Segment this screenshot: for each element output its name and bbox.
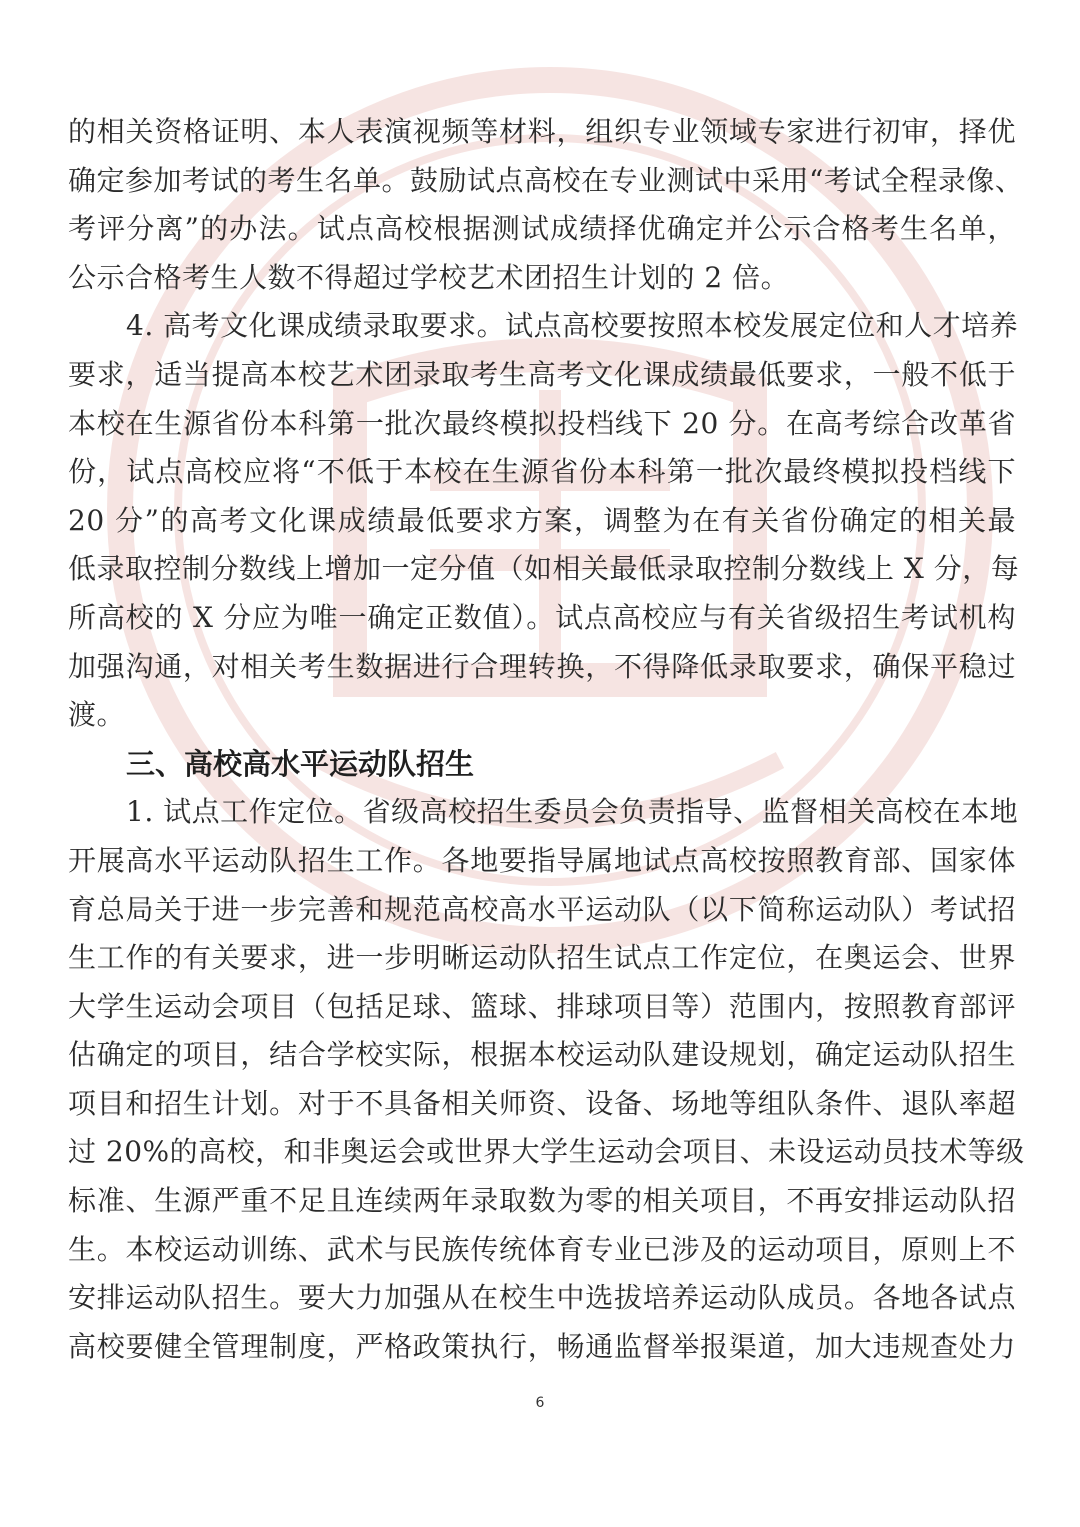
text-line: 生工作的有关要求，进一步明晰运动队招生试点工作定位，在奥运会、世界: [68, 941, 1016, 975]
text-line: 育总局关于进一步完善和规范高校高水平运动队（以下简称运动队）考试招: [68, 892, 1016, 926]
text-line: 加强沟通，对相关考生数据进行合理转换，不得降低录取要求，确保平稳过: [68, 649, 1016, 683]
text-line: 标准、生源严重不足且连续两年录取数为零的相关项目，不再安排运动队招: [68, 1184, 1016, 1218]
text-line: 1. 试点工作定位。省级高校招生委员会负责指导、监督相关高校在本地: [126, 795, 1019, 829]
text-line: 渡。: [68, 698, 126, 732]
section-heading: 三、高校高水平运动队招生: [126, 746, 475, 781]
text-line: 低录取控制分数线上增加一定分值（如相关最低录取控制分数线上 X 分，每: [68, 552, 1020, 586]
paragraph-2: [68, 302, 1020, 739]
text-line: 过 20%的高校，和非奥运会或世界大学生运动会项目、未设运动员技术等级: [68, 1135, 1025, 1169]
text-line: 4. 高考文化课成绩录取要求。试点高校要按照本校发展定位和人才培养: [126, 309, 1019, 343]
text-line: 生。本校运动训练、武术与民族传统体育专业已涉及的运动项目，原则上不: [68, 1232, 1016, 1266]
text-line: 确定参加考试的考生名单。鼓励试点高校在专业测试中采用“考试全程录像、: [68, 163, 1024, 197]
text-line: 大学生运动会项目（包括足球、篮球、排球项目等）范围内，按照教育部评: [68, 989, 1016, 1023]
text-line: 开展高水平运动队招生工作。各地要指导属地试点高校按照教育部、国家体: [68, 843, 1016, 877]
text-line: 估确定的项目，结合学校实际，根据本校运动队建设规划，确定运动队招生: [68, 1038, 1016, 1072]
paragraph-1: [68, 108, 1024, 302]
text-line: 公示合格考生人数不得超过学校艺术团招生计划的 2 倍。: [68, 260, 790, 294]
text-line: 份，试点高校应将“不低于本校在生源省份本科第一批次最终模拟投档线下: [68, 455, 1016, 489]
text-line: 20 分”的高考文化课成绩最低要求方案，调整为在有关省份确定的相关最: [68, 503, 1016, 537]
text-line: 高校要健全管理制度，严格政策执行，畅通监督举报渠道，加大违规查处力: [68, 1329, 1016, 1363]
text-line: 考评分离”的办法。试点高校根据测试成绩择优确定并公示合格考生名单，: [68, 212, 1016, 246]
page-number: 6: [535, 1395, 545, 1411]
text-line: 所高校的 X 分应为唯一确定正数值）。试点高校应与有关省级招生考试机构: [68, 600, 1016, 634]
text-line: 项目和招生计划。对于不具备相关师资、设备、场地等组队条件、退队率超: [68, 1086, 1016, 1120]
paragraph-3: [68, 788, 1025, 1371]
text-line: 安排运动队招生。要大力加强从在校生中选拔培养运动队成员。各地各试点: [68, 1281, 1016, 1315]
text-line: 要求，适当提高本校艺术团录取考生高考文化课成绩最低要求，一般不低于: [68, 357, 1016, 391]
document-body: [68, 108, 1025, 1371]
text-line: 的相关资格证明、本人表演视频等材料，组织专业领域专家进行初审，择优: [68, 115, 1016, 148]
text-line: 本校在生源省份本科第一批次最终模拟投档线下 20 分。在高考综合改革省: [68, 406, 1016, 440]
